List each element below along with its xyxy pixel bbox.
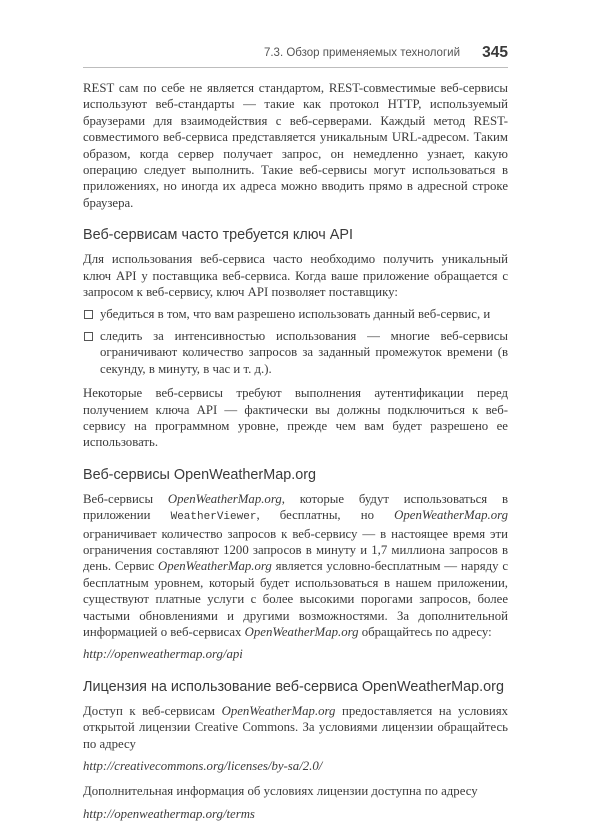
heading-openweathermap: Веб-сервисы OpenWeatherMap.org bbox=[83, 466, 317, 483]
terms-paragraph: Дополнительная информация об условиях лицензии доступна по адресу bbox=[83, 784, 478, 799]
code-appname: WeatherViewer bbox=[170, 511, 257, 524]
heading-license: Лицензия на использование веб-сервиса OpenWeatherMap.org bbox=[83, 678, 504, 695]
section-title: 7.3. Обзор применяемых технологий bbox=[263, 47, 460, 59]
license-paragraph: Доступ к веб-сервисам OpenWeatherMap.org предоставляется на условиях открытой лицензии Creative Commons. За условиями лицензии обращайтесь по адресу bbox=[83, 703, 508, 751]
terms-url: http://openweathermap.org/terms bbox=[83, 806, 255, 821]
running-header bbox=[83, 45, 508, 68]
list-item bbox=[83, 306, 508, 322]
list-item-text: убедиться в том, что вам разрешено использовать данный веб-сервис, и bbox=[100, 307, 491, 322]
heading-api-key: Веб-сервисам часто требуется ключ API bbox=[83, 227, 353, 244]
license-url: http://creativecommons.org/licenses/by-sa/2.0/ bbox=[83, 759, 323, 773]
api-key-list bbox=[83, 306, 508, 377]
page-number: 345 bbox=[482, 44, 508, 61]
intro-paragraph: REST сам по себе не является стандартом, REST-совместимые веб-сервисы используют веб-стандарты — такие как протокол HTTP, используемый браузерами для взаимодействия с веб-серверами. Каждый метод REST-совместимого веб-сервиса представляется уникальным URL-адресом. Таким образом, когда сервер получает запрос, он немедленно узнает, какую операцию следует выполнить. Такие веб-сервисы могут использоваться в приложениях, но иногда их адреса можно вводить прямо в адресной строке браузера. bbox=[83, 81, 508, 210]
list-item-text: следить за интенсивностью использования — многие веб-сервисы ограничивают количество запросов за заданный промежуток времени (в секунду, в минуту, в час и т. д.). bbox=[100, 328, 508, 376]
list-item bbox=[83, 328, 508, 377]
api-url: http://openweathermap.org/api bbox=[83, 647, 243, 662]
authentication-paragraph: Некоторые веб-сервисы требуют выполнения аутентификации перед получением ключа API — фактически вы должны подключиться к веб-сервису на программном уровне, прежде чем вам будет разрешено ее использовать. bbox=[83, 386, 508, 450]
checkbox-bullet-icon bbox=[84, 310, 93, 319]
api-key-paragraph: Для использования веб-сервиса часто необходимо получить уникальный ключ API у поставщика веб-сервиса. Когда ваше приложение обращается с запросом к веб-сервису, ключ API позволяет поставщику: bbox=[83, 252, 508, 300]
checkbox-bullet-icon bbox=[84, 332, 93, 341]
page-content bbox=[83, 80, 508, 831]
openweathermap-paragraph: Веб-сервисы OpenWeatherMap.org, которые будут использоваться в приложении WeatherViewer, бесплатны, но OpenWeatherMap.org ограничивает количество запросов к веб-сервису — в настоящее время эти ограничения составляют 1200 запросов в минуту и 1,7 миллиона запросов в день. Сервис OpenWeatherMap.org является условно-бесплатным — наряду с бесплатным уровнем, который будет использоваться в нашем приложении, существуют платные услуги с более высокими порогами запросов, более частыми обновлениями и другими возможностями. За дополнительной информацией о веб-сервисах OpenWeatherMap.org обращайтесь по адресу: bbox=[83, 491, 508, 639]
